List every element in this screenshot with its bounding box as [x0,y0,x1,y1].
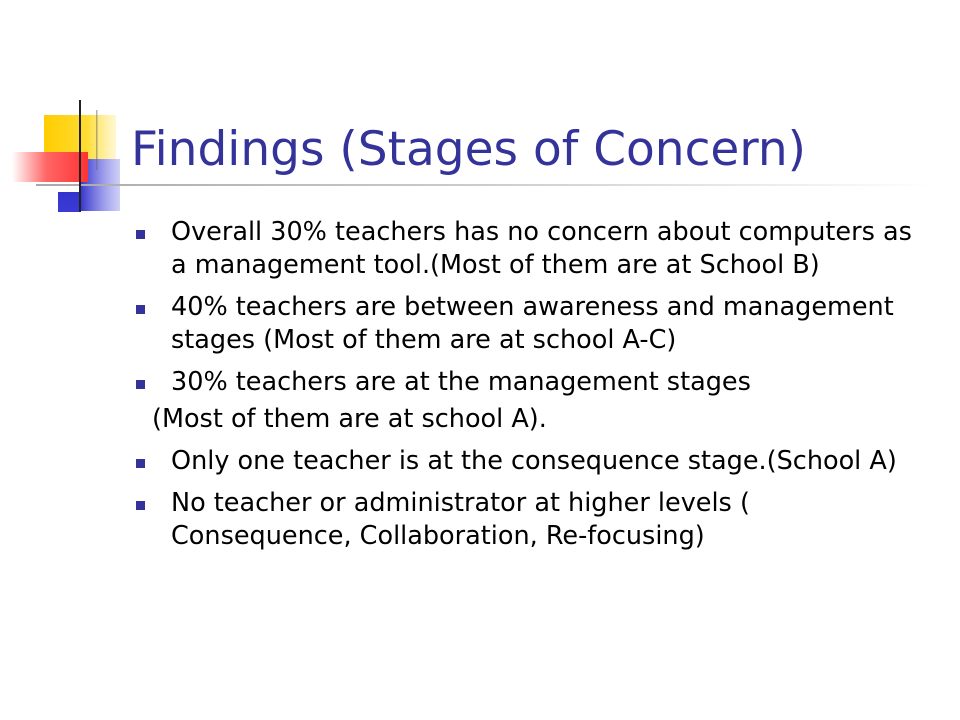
square-bullet-icon [136,305,145,314]
bullet-text: 30% teachers are at the management stages [171,367,751,397]
bullet-item [134,291,914,357]
square-bullet-icon [136,501,145,510]
bullet-item [134,487,914,553]
square-bullet-icon [136,380,145,389]
square-bullet-icon [136,230,145,239]
plain-text: (Most of them are at school A). [152,404,547,434]
bullet-text: 40% teachers are between awareness and management stages (Most of them are at school A-C) [171,292,894,355]
bullet-item [134,216,914,282]
bullet-item [134,445,914,478]
bullet-text: Overall 30% teachers has no concern about computers as a management tool.(Most of them are at School B) [171,217,912,280]
bullet-text: Only one teacher is at the consequence stage.(School A) [171,446,897,476]
bullet-item [134,366,914,399]
slide-title: Findings (Stages of Concern) [131,122,806,177]
slide-content [134,216,914,553]
continuation-text [134,403,914,436]
bullet-text: No teacher or administrator at higher levels ( Consequence, Collaboration, Re-focusing) [171,488,750,551]
square-bullet-icon [136,459,145,468]
